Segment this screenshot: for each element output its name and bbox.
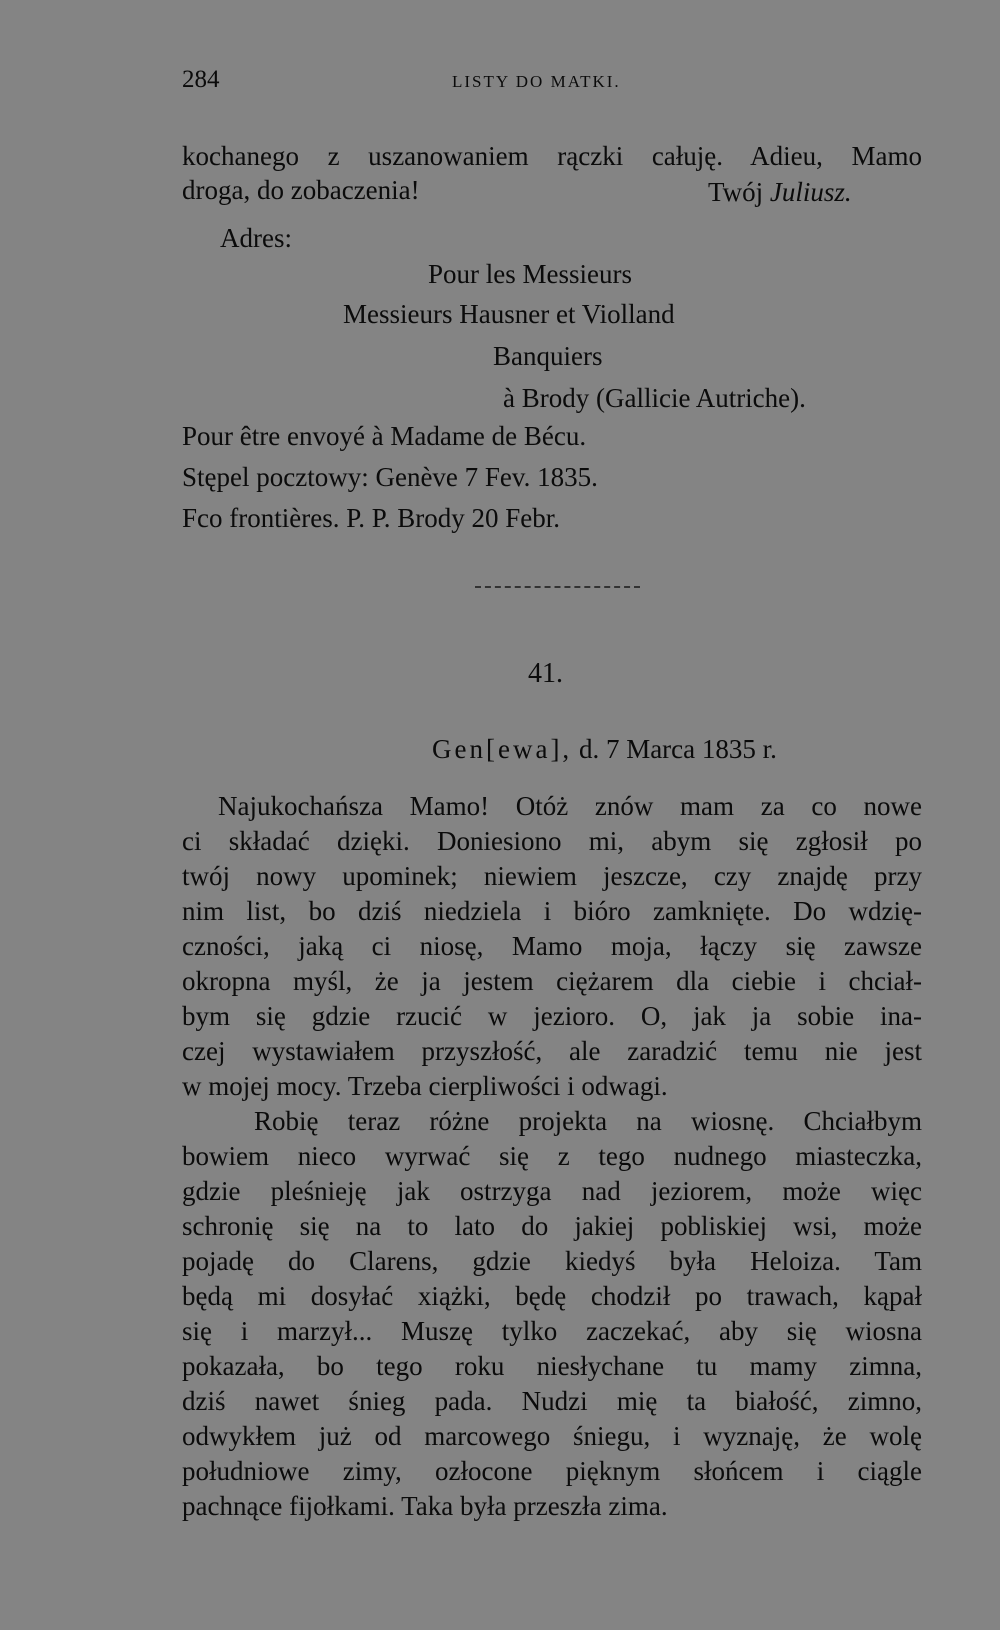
letter-line-11: bowiem nieco wyrwać się z tego nudnego miasteczka, xyxy=(182,1141,922,1171)
letter-line-13: schronię się na to lato do jakiej pobliskiej wsi, może xyxy=(182,1211,922,1241)
letter-line-3: twój nowy upominek; niewiem jeszcze, czy znajdę przy xyxy=(182,861,922,891)
address-line-7: Fco frontières. P. P. Brody 20 Febr. xyxy=(182,503,560,533)
page-header xyxy=(182,66,922,102)
running-title: LISTY DO MATKI. xyxy=(452,72,621,91)
address-line-4: à Brody (Gallicie Autriche). xyxy=(503,383,806,413)
address-line-6: Stępel pocztowy: Genève 7 Fev. 1835. xyxy=(182,462,598,492)
closing-line-1: kochanego z uszanowaniem rączki całuję. Adieu, Mamo xyxy=(182,141,922,171)
letter-line-5: czności, jaką ci niosę, Mamo moja, łączy się zawsze xyxy=(182,931,922,961)
letter-line-6: okropna myśl, że ja jestem ciężarem dla ciebie i chciał- xyxy=(182,966,922,996)
section-divider xyxy=(475,586,640,588)
address-label: Adres: xyxy=(220,223,292,253)
date-place: Gen[ewa], xyxy=(432,734,573,764)
closing-line-2: droga, do zobaczenia! xyxy=(182,175,420,205)
letter-line-16: się i marzył... Muszę tylko zaczekać, aby się wiosna xyxy=(182,1316,922,1346)
letter-line-4: nim list, bo dziś niedziela i bióro zamknięte. Do wdzię- xyxy=(182,896,922,926)
letter-line-15: będą mi dosyłać xiążki, będę chodził po trawach, kąpał xyxy=(182,1281,922,1311)
address-line-5: Pour être envoyé à Madame de Bécu. xyxy=(182,421,587,451)
letter-line-9: w mojej mocy. Trzeba cierpliwości i odwagi. xyxy=(182,1071,668,1101)
letter-line-20: południowe zimy, ozłocone pięknym słońcem i ciągle xyxy=(182,1456,922,1486)
page-number: 284 xyxy=(182,66,220,93)
letter-line-17: pokazała, bo tego roku niesłychane tu mamy zimna, xyxy=(182,1351,922,1381)
letter-line-21: pachnące fijołkami. Taka była przeszła zima. xyxy=(182,1491,668,1521)
letter-line-12: gdzie pleśnieję jak ostrzyga nad jeziorem, może więc xyxy=(182,1176,922,1206)
letter-line-19: odwykłem już od marcowego śniegu, i wyznaję, że wolę xyxy=(182,1421,922,1451)
letter-line-18: dziś nawet śnieg pada. Nudzi mię ta białość, zimno, xyxy=(182,1386,922,1416)
letter-line-10: Robię teraz różne projekta na wiosnę. Chciałbym xyxy=(254,1106,922,1136)
letter-dateline xyxy=(432,734,777,765)
letter-line-8: czej wystawiałem przyszłość, ale zaradzić temu nie jest xyxy=(182,1036,922,1066)
signature-name: Juliusz. xyxy=(769,177,852,207)
letter-line-2: ci składać dzięki. Doniesiono mi, abym się zgłosił po xyxy=(182,826,922,856)
signature-prefix: Twój xyxy=(708,177,764,207)
letter-line-7: bym się gdzie rzucić w jezioro. O, jak ja sobie ina- xyxy=(182,1001,922,1031)
letter-number: 41. xyxy=(528,658,563,689)
signature xyxy=(708,176,852,208)
address-line-2: Messieurs Hausner et Violland xyxy=(343,299,675,329)
letter-line-14: pojadę do Clarens, gdzie kiedyś była Heloiza. Tam xyxy=(182,1246,922,1276)
address-line-1: Pour les Messieurs xyxy=(428,259,632,289)
date-rest: d. 7 Marca 1835 r. xyxy=(578,734,777,764)
letter-line-1: Najukochańsza Mamo! Otóż znów mam za co nowe xyxy=(218,791,922,821)
address-line-3: Banquiers xyxy=(493,341,603,371)
